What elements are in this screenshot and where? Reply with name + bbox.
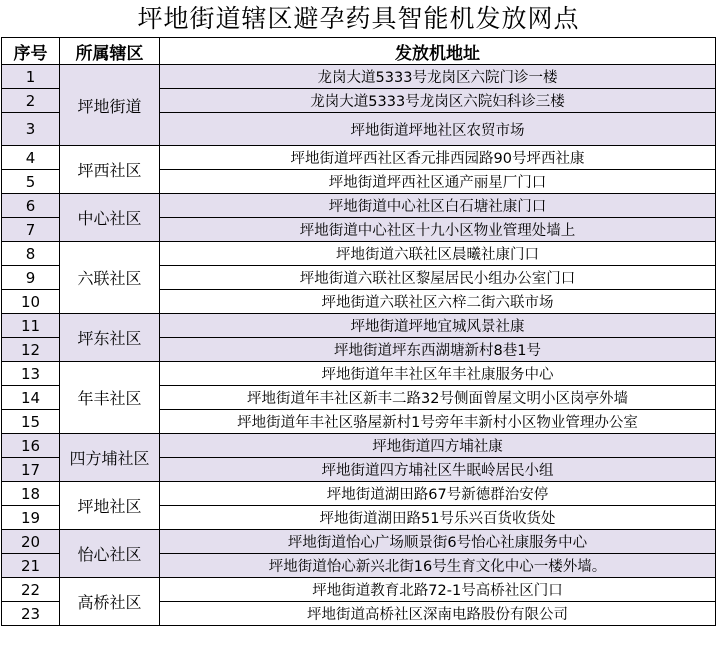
row-address: 坪地街道湖田路67号新德群治安停 <box>160 482 716 506</box>
row-district: 高桥社区 <box>60 578 160 626</box>
row-seq: 13 <box>2 362 60 386</box>
distribution-table <box>1 37 716 626</box>
row-address: 坪地街道六联社区六梓二街六联市场 <box>160 290 716 314</box>
row-address: 坪地街道年丰社区新丰二路32号侧面曾屋文明小区岗亭外墙 <box>160 386 716 410</box>
row-seq: 12 <box>2 338 60 362</box>
row-address: 坪地街道坪东西湖塘新村8巷1号 <box>160 338 716 362</box>
row-district: 中心社区 <box>60 194 160 242</box>
row-address: 坪地街道中心社区十九小区物业管理处墙上 <box>160 218 716 242</box>
row-seq: 21 <box>2 554 60 578</box>
row-address: 坪地街道怡心新兴北街16号生育文化中心一楼外墙。 <box>160 554 716 578</box>
row-seq: 6 <box>2 194 60 218</box>
page-title: 坪地街道辖区避孕药具智能机发放网点 <box>137 4 580 33</box>
row-address: 龙岗大道5333号龙岗区六院妇科诊三楼 <box>160 89 716 113</box>
row-seq: 2 <box>2 89 60 113</box>
row-address: 坪地街道高桥社区深南电路股份有限公司 <box>160 602 716 626</box>
row-district: 坪地社区 <box>60 482 160 530</box>
row-address: 坪地街道坪西社区香元排西园路90号坪西社康 <box>160 146 716 170</box>
row-seq: 10 <box>2 290 60 314</box>
row-seq: 17 <box>2 458 60 482</box>
row-address: 坪地街道六联社区黎屋居民小组办公室门口 <box>160 266 716 290</box>
row-address: 坪地街道坪西社区通产丽星厂门口 <box>160 170 716 194</box>
header-district: 所属辖区 <box>60 38 160 65</box>
row-seq: 16 <box>2 434 60 458</box>
row-district: 六联社区 <box>60 242 160 314</box>
row-district: 怡心社区 <box>60 530 160 578</box>
row-district: 坪东社区 <box>60 314 160 362</box>
table-row <box>2 578 716 602</box>
row-address: 坪地街道教育北路72-1号高桥社区门口 <box>160 578 716 602</box>
header-seq: 序号 <box>2 38 60 65</box>
table-row <box>2 194 716 218</box>
row-address: 龙岗大道5333号龙岗区六院门诊一楼 <box>160 65 716 89</box>
row-seq: 1 <box>2 65 60 89</box>
row-seq: 7 <box>2 218 60 242</box>
row-seq: 19 <box>2 506 60 530</box>
row-district: 坪地街道 <box>60 65 160 146</box>
row-seq: 8 <box>2 242 60 266</box>
row-seq: 22 <box>2 578 60 602</box>
row-address: 坪地街道坪地社区农贸市场 <box>160 113 716 146</box>
row-address: 坪地街道中心社区白石塘社康门口 <box>160 194 716 218</box>
row-seq: 11 <box>2 314 60 338</box>
header-row <box>2 38 716 65</box>
table-row <box>2 530 716 554</box>
table-row <box>2 314 716 338</box>
row-seq: 3 <box>2 113 60 146</box>
table-row <box>2 65 716 89</box>
row-district: 坪西社区 <box>60 146 160 194</box>
row-district: 四方埔社区 <box>60 434 160 482</box>
header-address: 发放机地址 <box>160 38 716 65</box>
row-address: 坪地街道湖田路51号乐兴百货收货处 <box>160 506 716 530</box>
row-address: 坪地街道坪地宜城风景社康 <box>160 314 716 338</box>
row-address: 坪地街道年丰社区年丰社康服务中心 <box>160 362 716 386</box>
row-seq: 15 <box>2 410 60 434</box>
row-seq: 23 <box>2 602 60 626</box>
row-address: 坪地街道四方埔社区牛眠岭居民小组 <box>160 458 716 482</box>
row-address: 坪地街道怡心广场顺景街6号怡心社康服务中心 <box>160 530 716 554</box>
row-seq: 9 <box>2 266 60 290</box>
row-seq: 14 <box>2 386 60 410</box>
table-row <box>2 434 716 458</box>
table-row <box>2 482 716 506</box>
row-seq: 20 <box>2 530 60 554</box>
row-seq: 4 <box>2 146 60 170</box>
row-address: 坪地街道年丰社区骆屋新村1号旁年丰新村小区物业管理办公室 <box>160 410 716 434</box>
table-row <box>2 146 716 170</box>
row-seq: 18 <box>2 482 60 506</box>
table-row <box>2 242 716 266</box>
row-address: 坪地街道四方埔社康 <box>160 434 716 458</box>
table-row <box>2 362 716 386</box>
row-district: 年丰社区 <box>60 362 160 434</box>
row-seq: 5 <box>2 170 60 194</box>
row-address: 坪地街道六联社区晨曦社康门口 <box>160 242 716 266</box>
